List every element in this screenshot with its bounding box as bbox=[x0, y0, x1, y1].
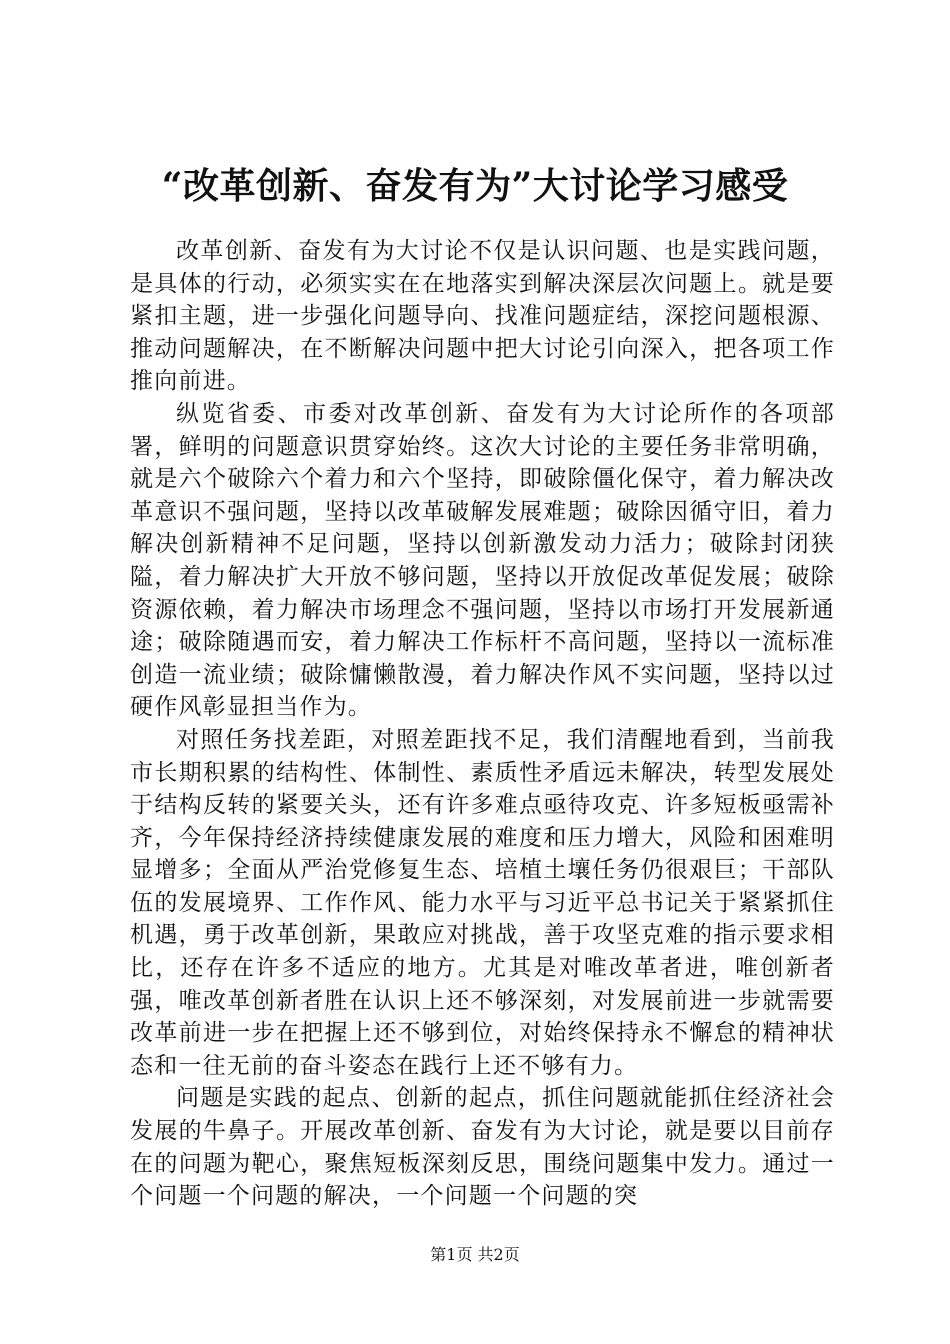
page-number-footer: 第1页 共2页 bbox=[430, 1245, 520, 1264]
document-body bbox=[130, 235, 835, 1213]
paragraph: 问题是实践的起点、创新的起点，抓住问题就能抓住经济社会发展的牛鼻子。开展改革创新、奋发有为大讨论，就是要以目前存在的问题为靶心，聚焦短板深刻反思，围绕问题集中发力。通过一个问题一个问题的解决，一个问题一个问题的突 bbox=[130, 1085, 835, 1210]
paragraph: 改革创新、奋发有为大讨论不仅是认识问题、也是实践问题，是具体的行动，必须实实在在地落实到解决深层次问题上。就是要紧扣主题，进一步强化问题导向、找准问题症结，深挖问题根源、推动问题解决，在不断解决问题中把大讨论引向深入，把各项工作推向前进。 bbox=[130, 238, 835, 395]
document-title: “改革创新、奋发有为”大讨论学习感受 bbox=[161, 165, 789, 207]
paragraph: 对照任务找差距，对照差距找不足，我们清醒地看到，当前我市长期积累的结构性、体制性、素质性矛盾远未解决，转型发展处于结构反转的紧要关头，还有许多难点亟待攻克、许多短板亟需补齐，今年保持经济持续健康发展的难度和压力增大，风险和困难明显增多；全面从严治党修复生态、培植土壤任务仍很艰巨；干部队伍的发展境界、工作作风、能力水平与习近平总书记关于紧紧抓住机遇，勇于改革创新，果敢应对挑战，善于攻坚克难的指示要求相比，还存在许多不适应的地方。尤其是对唯改革者进，唯创新者强，唯改革创新者胜在认识上还不够深刻，对发展前进一步就需要改革前进一步在把握上还不够到位，对始终保持永不懈怠的精神状态和一往无前的奋斗姿态在践行上还不够有力。 bbox=[130, 726, 835, 1079]
paragraph: 纵览省委、市委对改革创新、奋发有为大讨论所作的各项部署，鲜明的问题意识贯穿始终。这次大讨论的主要任务非常明确，就是六个破除六个着力和六个坚持，即破除僵化保守，着力解决改革意识不强问题，坚持以改革破解发展难题；破除因循守旧，着力解决创新精神不足问题，坚持以创新激发动力活力；破除封闭狭隘，着力解决扩大开放不够问题，坚持以开放促改革促发展；破除资源依赖，着力解决市场理念不强问题，坚持以市场打开发展新通途；破除随遇而安，着力解决工作标杆不高问题，坚持以一流标准创造一流业绩；破除慵懒散漫，着力解决作风不实问题，坚持以过硬作风彰显担当作为。 bbox=[130, 400, 835, 721]
